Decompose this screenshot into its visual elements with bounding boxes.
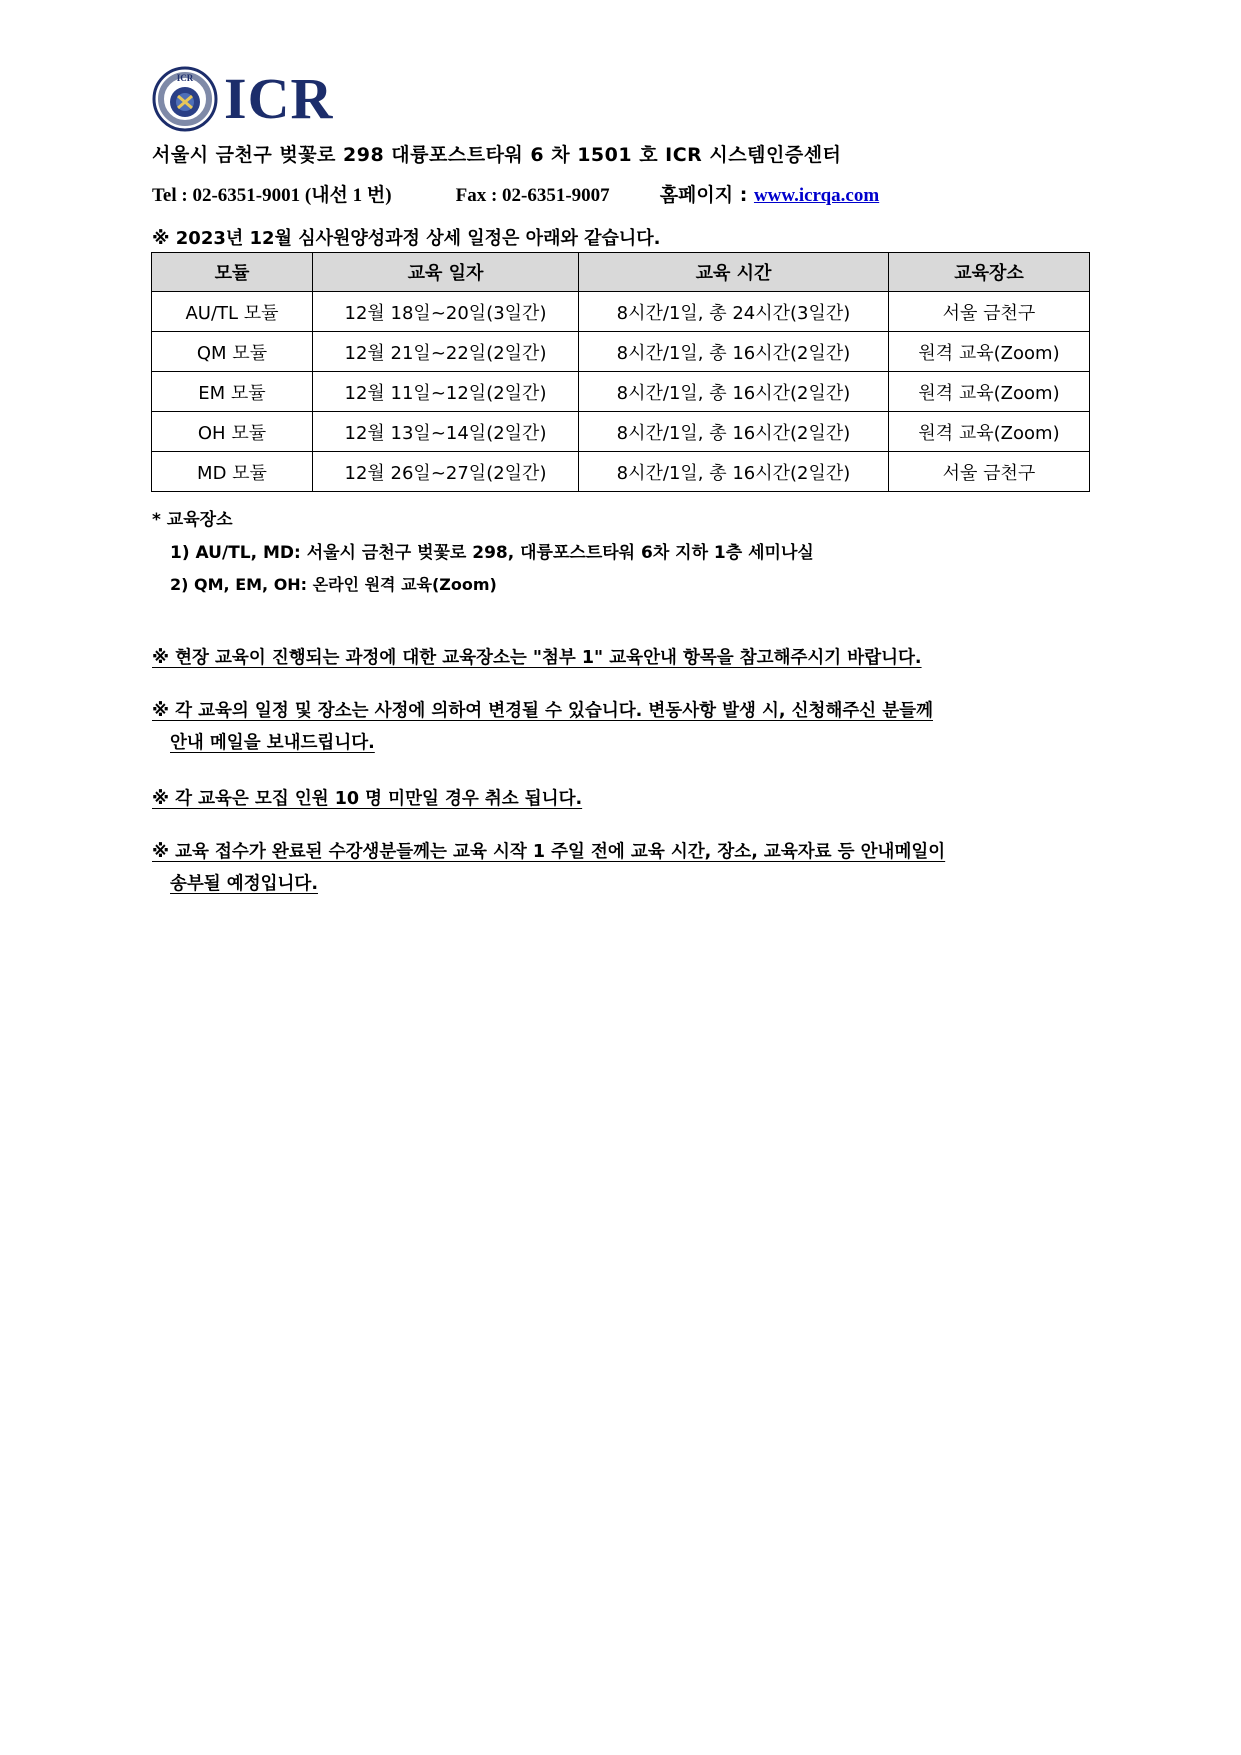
cell-module: MD 모듈 [152,452,313,492]
cell-module: QM 모듈 [152,332,313,372]
venue-item-onsite: 1) AU/TL, MD: 서울시 금천구 벚꽃로 298, 대륭포스트타워 6차 지하 1층 세미나실 [170,543,814,563]
cell-venue: 서울 금천구 [889,452,1090,492]
notice-text: ※ 교육 접수가 완료된 수강생분들께는 교육 시작 1 주일 전에 교육 시간, 장소, 교육자료 등 안내메일이 [152,842,946,862]
notice-text: ※ 각 교육은 모집 인원 10 명 미만일 경우 취소 됩니다. [152,789,583,809]
cell-module: OH 모듈 [152,412,313,452]
notice-schedule-change [152,695,933,759]
notice-text: 송부될 예정입니다. [170,874,318,894]
table-row [152,332,1090,372]
cell-time: 8시간/1일, 총 16시간(2일간) [579,372,889,412]
cell-date: 12월 18일~20일(3일간) [313,292,579,332]
table-row [152,372,1090,412]
cell-time: 8시간/1일, 총 16시간(2일간) [579,412,889,452]
homepage-label: 홈페이지 : [659,184,748,206]
notice-cancellation [152,783,582,815]
cell-venue: 원격 교육(Zoom) [889,412,1090,452]
header-time: 교육 시간 [579,253,889,292]
homepage-link[interactable]: www.icrqa.com [753,185,880,206]
header-date: 교육 일자 [313,253,579,292]
table-row [152,412,1090,452]
seal-lettering: ICR [176,73,194,83]
contact-line [152,180,879,207]
schedule-intro: ※ 2023년 12월 심사원양성과정 상세 일정은 아래와 같습니다. [152,228,661,249]
notice-text: ※ 현장 교육이 진행되는 과정에 대한 교육장소는 "첨부 1" 교육안내 항목을 참고해주시기 바랍니다. [152,648,922,668]
company-address: 서울시 금천구 벚꽃로 298 대륭포스트타워 6 차 1501 호 ICR 시스템인증센터 [152,144,842,166]
venue-heading: * 교육장소 [152,510,233,530]
notice-text: ※ 각 교육의 일정 및 장소는 사정에 의하여 변경될 수 있습니다. 변동사항 발생 시, 신청해주신 분들께 [152,701,933,721]
notice-text: 안내 메일을 보내드립니다. [170,733,375,753]
cell-module: AU/TL 모듈 [152,292,313,332]
venue-item-online: 2) QM, EM, OH: 온라인 원격 교육(Zoom) [170,575,497,594]
icr-logo [152,64,333,134]
logo-wordmark: ICR [224,66,334,131]
cell-date: 12월 21일~22일(2일간) [313,332,579,372]
fax-number: Fax : 02-6351-9007 [455,185,610,206]
schedule-table [151,252,1090,492]
cell-date: 12월 26일~27일(2일간) [313,452,579,492]
cell-venue: 원격 교육(Zoom) [889,372,1090,412]
cell-time: 8시간/1일, 총 16시간(2일간) [579,452,889,492]
cell-date: 12월 11일~12일(2일간) [313,372,579,412]
cell-module: EM 모듈 [152,372,313,412]
tel-number: Tel : 02-6351-9001 (내선 1 번) [152,185,392,206]
table-header-row [152,253,1090,292]
cell-venue: 서울 금천구 [889,292,1090,332]
notice-info-mail [152,836,945,900]
header-module: 모듈 [152,253,313,292]
icr-seal-icon [152,66,218,132]
cell-venue: 원격 교육(Zoom) [889,332,1090,372]
table-row [152,452,1090,492]
table-row [152,292,1090,332]
header-venue: 교육장소 [889,253,1090,292]
notice-venue-attachment [152,642,922,674]
cell-time: 8시간/1일, 총 24시간(3일간) [579,292,889,332]
cell-time: 8시간/1일, 총 16시간(2일간) [579,332,889,372]
cell-date: 12월 13일~14일(2일간) [313,412,579,452]
